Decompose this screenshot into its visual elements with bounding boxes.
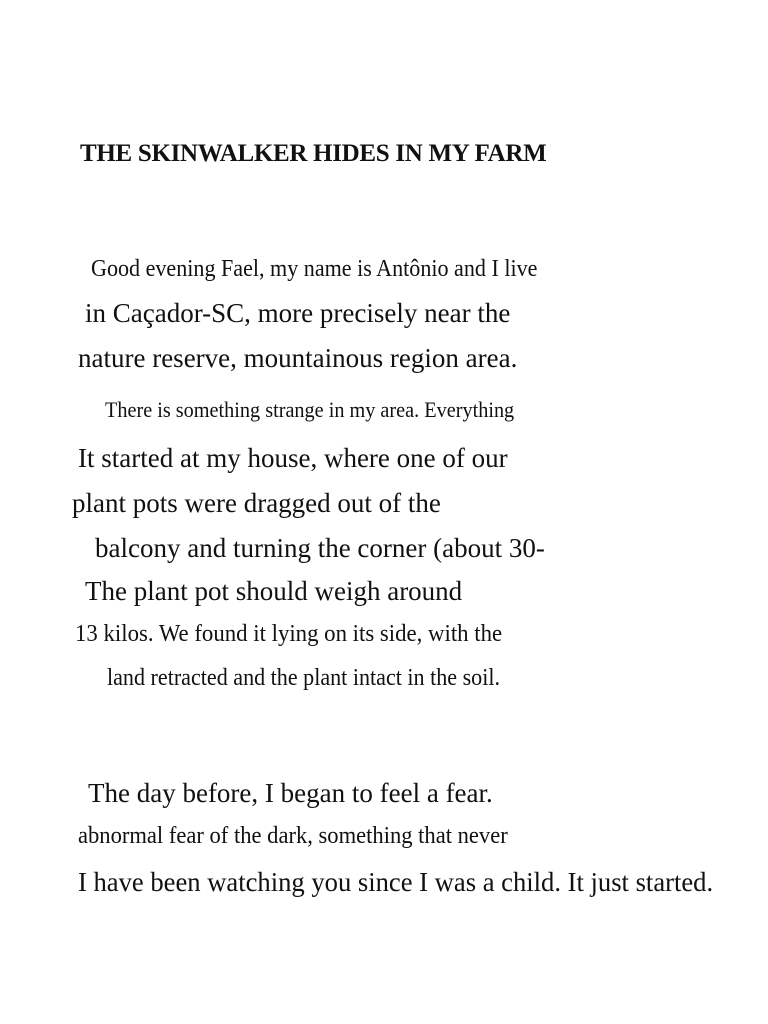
text-line-3: nature reserve, mountainous region area.	[78, 343, 518, 373]
text-line-1: Good evening Fael, my name is Antônio and I live	[91, 256, 538, 282]
text-line-6: plant pots were dragged out of the	[72, 488, 441, 518]
text-line-2: in Caçador-SC, more precisely near the	[85, 298, 511, 328]
document-title: THE SKINWALKER HIDES IN MY FARM	[80, 140, 547, 167]
text-line-4: There is something strange in my area. Everything	[105, 397, 515, 422]
text-line-11: The day before, I began to feel a fear.	[88, 778, 493, 808]
text-line-10: land retracted and the plant intact in the soil.	[107, 665, 501, 691]
text-line-12: abnormal fear of the dark, something that never	[78, 823, 508, 849]
text-line-5: It started at my house, where one of our	[78, 443, 508, 473]
text-line-13: I have been watching you since I was a child. It just started.	[78, 867, 714, 897]
text-line-9: 13 kilos. We found it lying on its side, with the	[75, 621, 503, 647]
text-line-8: The plant pot should weigh around	[85, 576, 463, 606]
text-line-7: balcony and turning the corner (about 30-	[95, 533, 545, 563]
